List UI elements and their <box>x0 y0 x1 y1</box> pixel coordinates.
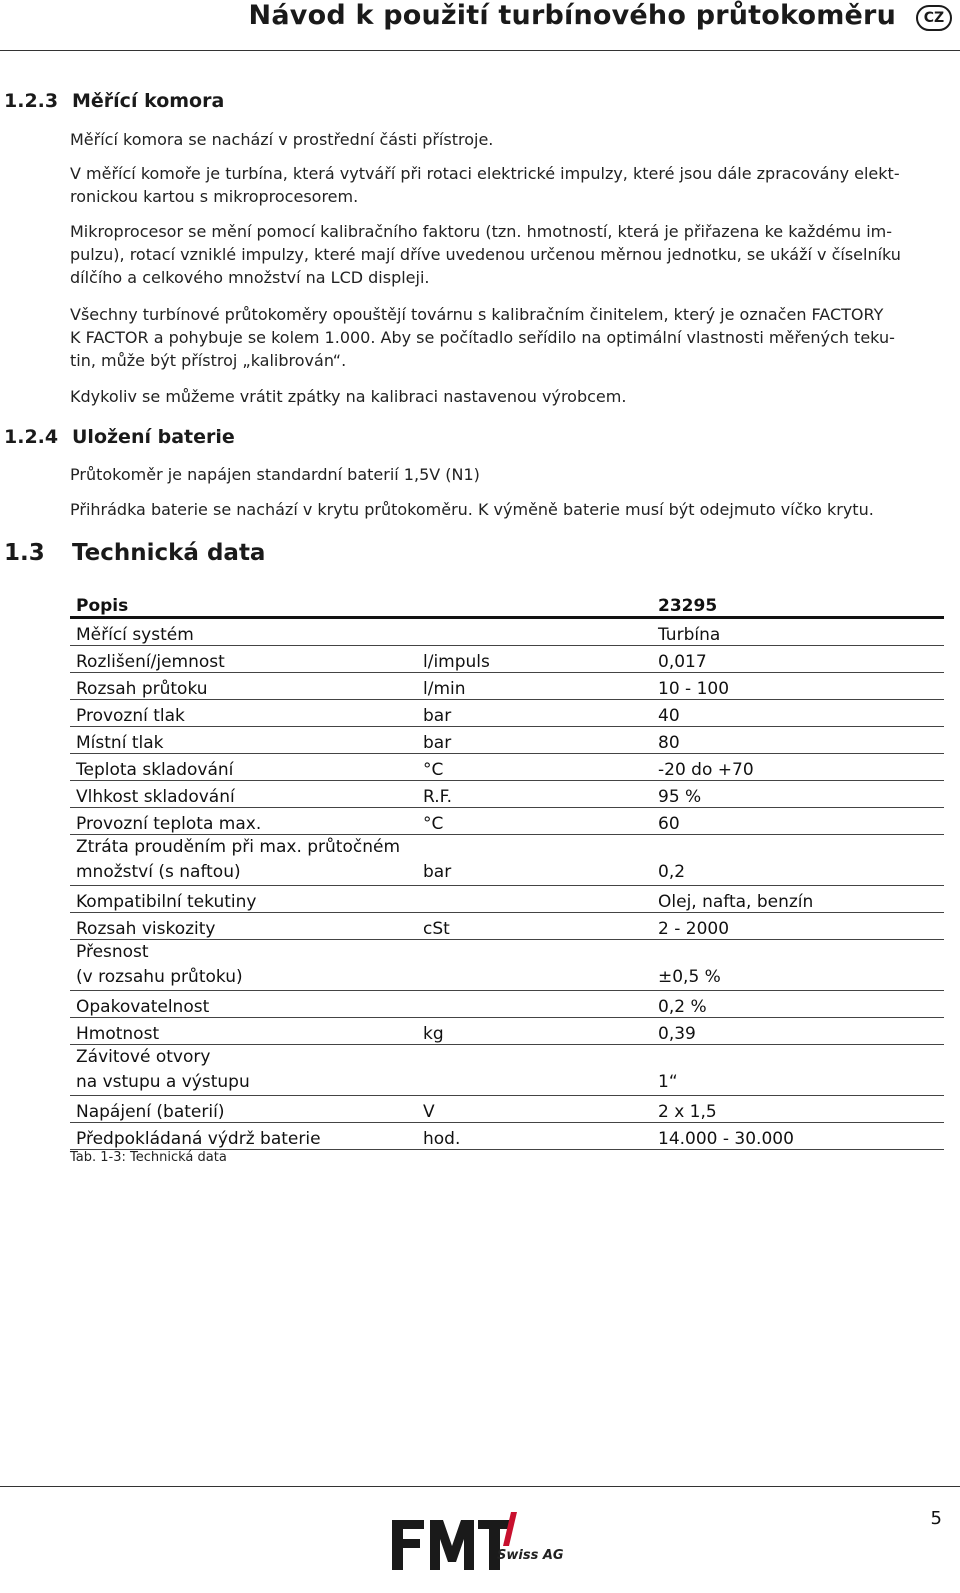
table-cell: hod. <box>417 1123 652 1150</box>
table-cell: Hmotnost <box>70 1018 417 1045</box>
table-cell: kg <box>417 1018 652 1045</box>
logo-text: Swiss AG <box>497 1548 564 1563</box>
table-cell: Předpokládaná výdrž baterie <box>70 1123 417 1150</box>
table-cell: R.F. <box>417 781 652 808</box>
table-cell-line: na vstupu a výstupu <box>76 1072 250 1092</box>
table-cell <box>417 1045 652 1096</box>
table-cell: bar <box>417 727 652 754</box>
table-cell-line: Závitové otvory <box>76 1047 211 1067</box>
table-row <box>70 886 944 913</box>
table-cell: l/impuls <box>417 646 652 673</box>
paragraph <box>70 220 920 289</box>
text-line: Kdykoliv se můžeme vrátit zpátky na kalibraci nastavenou výrobcem. <box>70 387 627 406</box>
paragraph <box>70 463 920 486</box>
table-caption: Tab. 1-3: Technická data <box>70 1150 227 1165</box>
paragraph <box>70 385 920 408</box>
table-cell-line: množství (s naftou) <box>76 862 241 882</box>
table-cell: °C <box>417 754 652 781</box>
table-header-row <box>70 586 944 618</box>
text-line: Průtokoměr je napájen standardní baterií 1,5V (N1) <box>70 465 480 484</box>
table-row <box>70 808 944 835</box>
section-number: 1.2.3 <box>4 90 59 112</box>
table-row <box>70 727 944 754</box>
table-cell: Provozní tlak <box>70 700 417 727</box>
table-cell: -20 do +70 <box>652 754 944 781</box>
paragraph <box>70 498 920 521</box>
table-row <box>70 940 944 991</box>
text-line: V měřící komoře je turbína, která vytváří při rotaci elektrické impulzy, které jsou dále zpracovány elekt- <box>70 164 900 183</box>
table-cell: 10 - 100 <box>652 673 944 700</box>
table-cell: Teplota skladování <box>70 754 417 781</box>
table-row <box>70 1096 944 1123</box>
table-cell: Provozní teplota max. <box>70 808 417 835</box>
section-title: Měřící komora <box>72 90 225 112</box>
table-cell: 14.000 - 30.000 <box>652 1123 944 1150</box>
table-cell: Olej, nafta, benzín <box>652 886 944 913</box>
table-row <box>70 618 944 646</box>
table-cell <box>70 835 417 886</box>
table-cell <box>417 886 652 913</box>
table-cell: 80 <box>652 727 944 754</box>
paragraph <box>70 128 920 151</box>
table-cell <box>70 1045 417 1096</box>
section-title: Uložení baterie <box>72 426 235 448</box>
section-number: 1.3 <box>4 540 45 566</box>
text-line: Přihrádka baterie se nachází v krytu průtokoměru. K výměně baterie musí být odejmuto víčko krytu. <box>70 500 874 519</box>
table-row <box>70 646 944 673</box>
section-heading-measuring-chamber <box>4 90 404 116</box>
table-cell <box>417 618 652 646</box>
table-row <box>70 673 944 700</box>
table-cell: 60 <box>652 808 944 835</box>
table-header-cell: 23295 <box>652 586 944 618</box>
table-row <box>70 1123 944 1150</box>
table-cell: Rozsah průtoku <box>70 673 417 700</box>
table-cell: °C <box>417 808 652 835</box>
table-cell: Vlhkost skladování <box>70 781 417 808</box>
text-line: ronickou kartou s mikroprocesorem. <box>70 187 359 206</box>
text-line: Měřící komora se nachází v prostřední části přístroje. <box>70 130 494 149</box>
table-cell-line: Ztráta prouděním při max. průtočném <box>76 837 401 857</box>
section-title: Technická data <box>72 540 266 566</box>
table-cell: Měřící systém <box>70 618 417 646</box>
text-line: Všechny turbínové průtokoměry opouštějí továrnu s kalibračním činitelem, který je označen FACTORY <box>70 305 884 324</box>
table-cell-line: (v rozsahu průtoku) <box>76 967 243 987</box>
table-cell: Kompatibilní tekutiny <box>70 886 417 913</box>
table-row <box>70 913 944 940</box>
table-cell <box>70 940 417 991</box>
table-cell: 2 - 2000 <box>652 913 944 940</box>
table-cell <box>417 991 652 1018</box>
page-number: 5 <box>930 1508 942 1529</box>
page-title: Návod k použití turbínového průtokoměru <box>248 0 896 31</box>
table-row <box>70 835 944 886</box>
table-row <box>70 754 944 781</box>
fmt-logo <box>390 1512 570 1572</box>
table-cell: 40 <box>652 700 944 727</box>
table-cell: l/min <box>417 673 652 700</box>
table-row <box>70 781 944 808</box>
table-cell <box>417 940 652 991</box>
table-row <box>70 991 944 1018</box>
table-cell: Opakovatelnost <box>70 991 417 1018</box>
table-row <box>70 1045 944 1096</box>
table-cell: 0,017 <box>652 646 944 673</box>
table-cell: 95 % <box>652 781 944 808</box>
table-row <box>70 1018 944 1045</box>
text-line: K FACTOR a pohybuje se kolem 1.000. Aby se počítadlo seřídilo na optimální vlastnosti měřených teku- <box>70 328 895 347</box>
table-cell: ±0,5 % <box>652 940 944 991</box>
paragraph <box>70 303 920 372</box>
table-header-cell <box>417 586 652 618</box>
text-line: dílčího a celkového množství na LCD displeji. <box>70 268 430 287</box>
table-cell: 0,2 % <box>652 991 944 1018</box>
table-cell: bar <box>417 700 652 727</box>
section-heading-battery <box>4 426 404 452</box>
table-cell-line: Přesnost <box>76 942 149 962</box>
table-cell: Místní tlak <box>70 727 417 754</box>
table-cell: Rozlišení/jemnost <box>70 646 417 673</box>
table-cell: 2 x 1,5 <box>652 1096 944 1123</box>
table-cell: Rozsah viskozity <box>70 913 417 940</box>
table-cell: cSt <box>417 913 652 940</box>
table-cell: 0,39 <box>652 1018 944 1045</box>
table-cell: 0,2 <box>652 835 944 886</box>
table-cell: V <box>417 1096 652 1123</box>
table-cell: 1“ <box>652 1045 944 1096</box>
footer-divider <box>0 1486 960 1487</box>
paragraph <box>70 162 920 208</box>
header-divider <box>0 50 960 51</box>
table-cell: Napájení (baterií) <box>70 1096 417 1123</box>
language-badge: CZ <box>916 5 952 31</box>
table-cell: bar <box>417 835 652 886</box>
text-line: tin, může být přístroj „kalibrován“. <box>70 351 347 370</box>
technical-data-table <box>70 586 944 1150</box>
table-cell: Turbína <box>652 618 944 646</box>
table-header-cell: Popis <box>70 586 417 618</box>
text-line: pulzu), rotací vzniklé impulzy, které mají dříve uvedenou určenou měrnou jednotku, se ukáží v číselníku <box>70 245 901 264</box>
text-line: Mikroprocesor se mění pomocí kalibračního faktoru (tzn. hmotností, která je přiřazena ke každému im- <box>70 222 892 241</box>
section-heading-technical-data <box>4 540 404 572</box>
table-row <box>70 700 944 727</box>
section-number: 1.2.4 <box>4 426 59 448</box>
